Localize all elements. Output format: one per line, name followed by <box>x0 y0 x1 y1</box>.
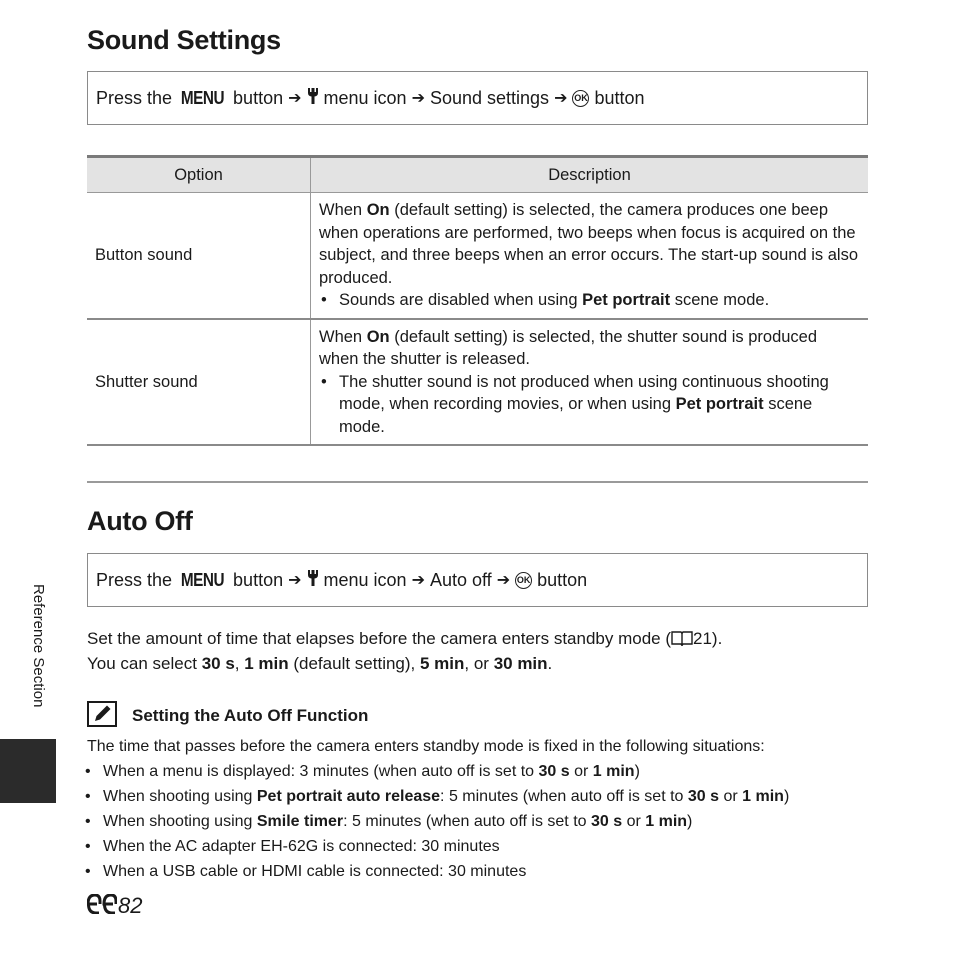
nav-text: menu icon <box>323 87 407 108</box>
nav-target: Auto off <box>429 569 492 590</box>
arrow-right-icon: ➔ <box>288 572 302 589</box>
section-divider <box>87 481 868 483</box>
table-header-option: Option <box>87 157 311 193</box>
table-header-description: Description <box>311 157 869 193</box>
menu-button-label: MENU <box>180 87 225 108</box>
option-name: Button sound <box>87 193 311 319</box>
page-reference: 21 <box>693 629 712 648</box>
arrow-right-icon: ➔ <box>554 90 568 107</box>
arrow-right-icon: ➔ <box>411 90 425 107</box>
pencil-note-icon <box>87 701 117 727</box>
note-title: Setting the Auto Off Function <box>132 706 369 725</box>
list-item: • When shooting using Pet portrait auto release: 5 minutes (when auto off is set to 30 s or 1 min) <box>103 784 887 809</box>
note-intro: The time that passes before the camera enters standby mode is fixed in the following situations: <box>87 738 765 755</box>
list-item: • When the AC adapter EH-62G is connected: 30 minutes <box>103 834 887 859</box>
table-row <box>87 319 868 446</box>
sidebar-tab <box>0 739 56 803</box>
list-item: • When a USB cable or HDMI cable is connected: 30 minutes <box>103 859 887 884</box>
nav-text: Press the <box>96 569 173 590</box>
auto-off-nav-path <box>87 553 868 607</box>
sound-settings-nav-path <box>87 71 868 125</box>
list-item: • When shooting using Smile timer: 5 minutes (when auto off is set to 30 s or 1 min) <box>103 809 887 834</box>
reference-e-icon <box>87 894 117 919</box>
wrench-icon <box>307 569 319 592</box>
note-body <box>87 734 887 884</box>
wrench-icon <box>307 87 319 110</box>
table-row <box>87 193 868 319</box>
nav-text: button <box>537 569 588 590</box>
page-number-text: 82 <box>118 893 143 918</box>
page-number <box>87 893 142 919</box>
arrow-right-icon: ➔ <box>288 90 302 107</box>
ok-button-icon: OK <box>572 90 589 107</box>
sound-options-table <box>87 155 868 446</box>
sound-settings-heading: Sound Settings <box>87 25 281 55</box>
ok-button-icon: OK <box>515 572 532 589</box>
nav-text: button <box>233 569 284 590</box>
arrow-right-icon: ➔ <box>411 572 425 589</box>
option-description: When On (default setting) is selected, the camera produces one beep when operations are performed, two beeps when focus is acquired on the subject, and three beeps when an error occurs. The start-up sound is also produced. • Sounds are disabled when using Pet portrait scene mode. <box>311 193 869 319</box>
list-item: • Sounds are disabled when using Pet portrait scene mode. <box>339 289 860 312</box>
auto-off-description: Set the amount of time that elapses before the camera enters standby mode ( 21). You can select 30 s, 1 min (default setting), 5 min, or 30 min. <box>87 629 723 673</box>
arrow-right-icon: ➔ <box>496 572 511 589</box>
menu-button-label: MENU <box>180 569 225 590</box>
sidebar-section-label: Reference Section <box>30 584 47 708</box>
nav-text: button <box>233 87 284 108</box>
auto-off-heading: Auto Off <box>87 506 193 536</box>
list-item: • The shutter sound is not produced when using continuous shooting mode, when recording movies, or when using Pet portrait scene mode. <box>339 371 860 439</box>
option-description: When On (default setting) is selected, the shutter sound is produced when the shutter is released. • The shutter sound is not produced when using continuous shooting mode, when recording movies, or when using Pet portrait scene mode. <box>311 319 869 446</box>
list-item: • When a menu is displayed: 3 minutes (when auto off is set to 30 s or 1 min) <box>103 759 887 784</box>
option-name: Shutter sound <box>87 319 311 446</box>
book-icon <box>671 629 693 648</box>
nav-text: Press the <box>96 87 173 108</box>
nav-text: menu icon <box>323 569 407 590</box>
nav-target: Sound settings <box>429 87 550 108</box>
nav-text: button <box>594 87 645 108</box>
